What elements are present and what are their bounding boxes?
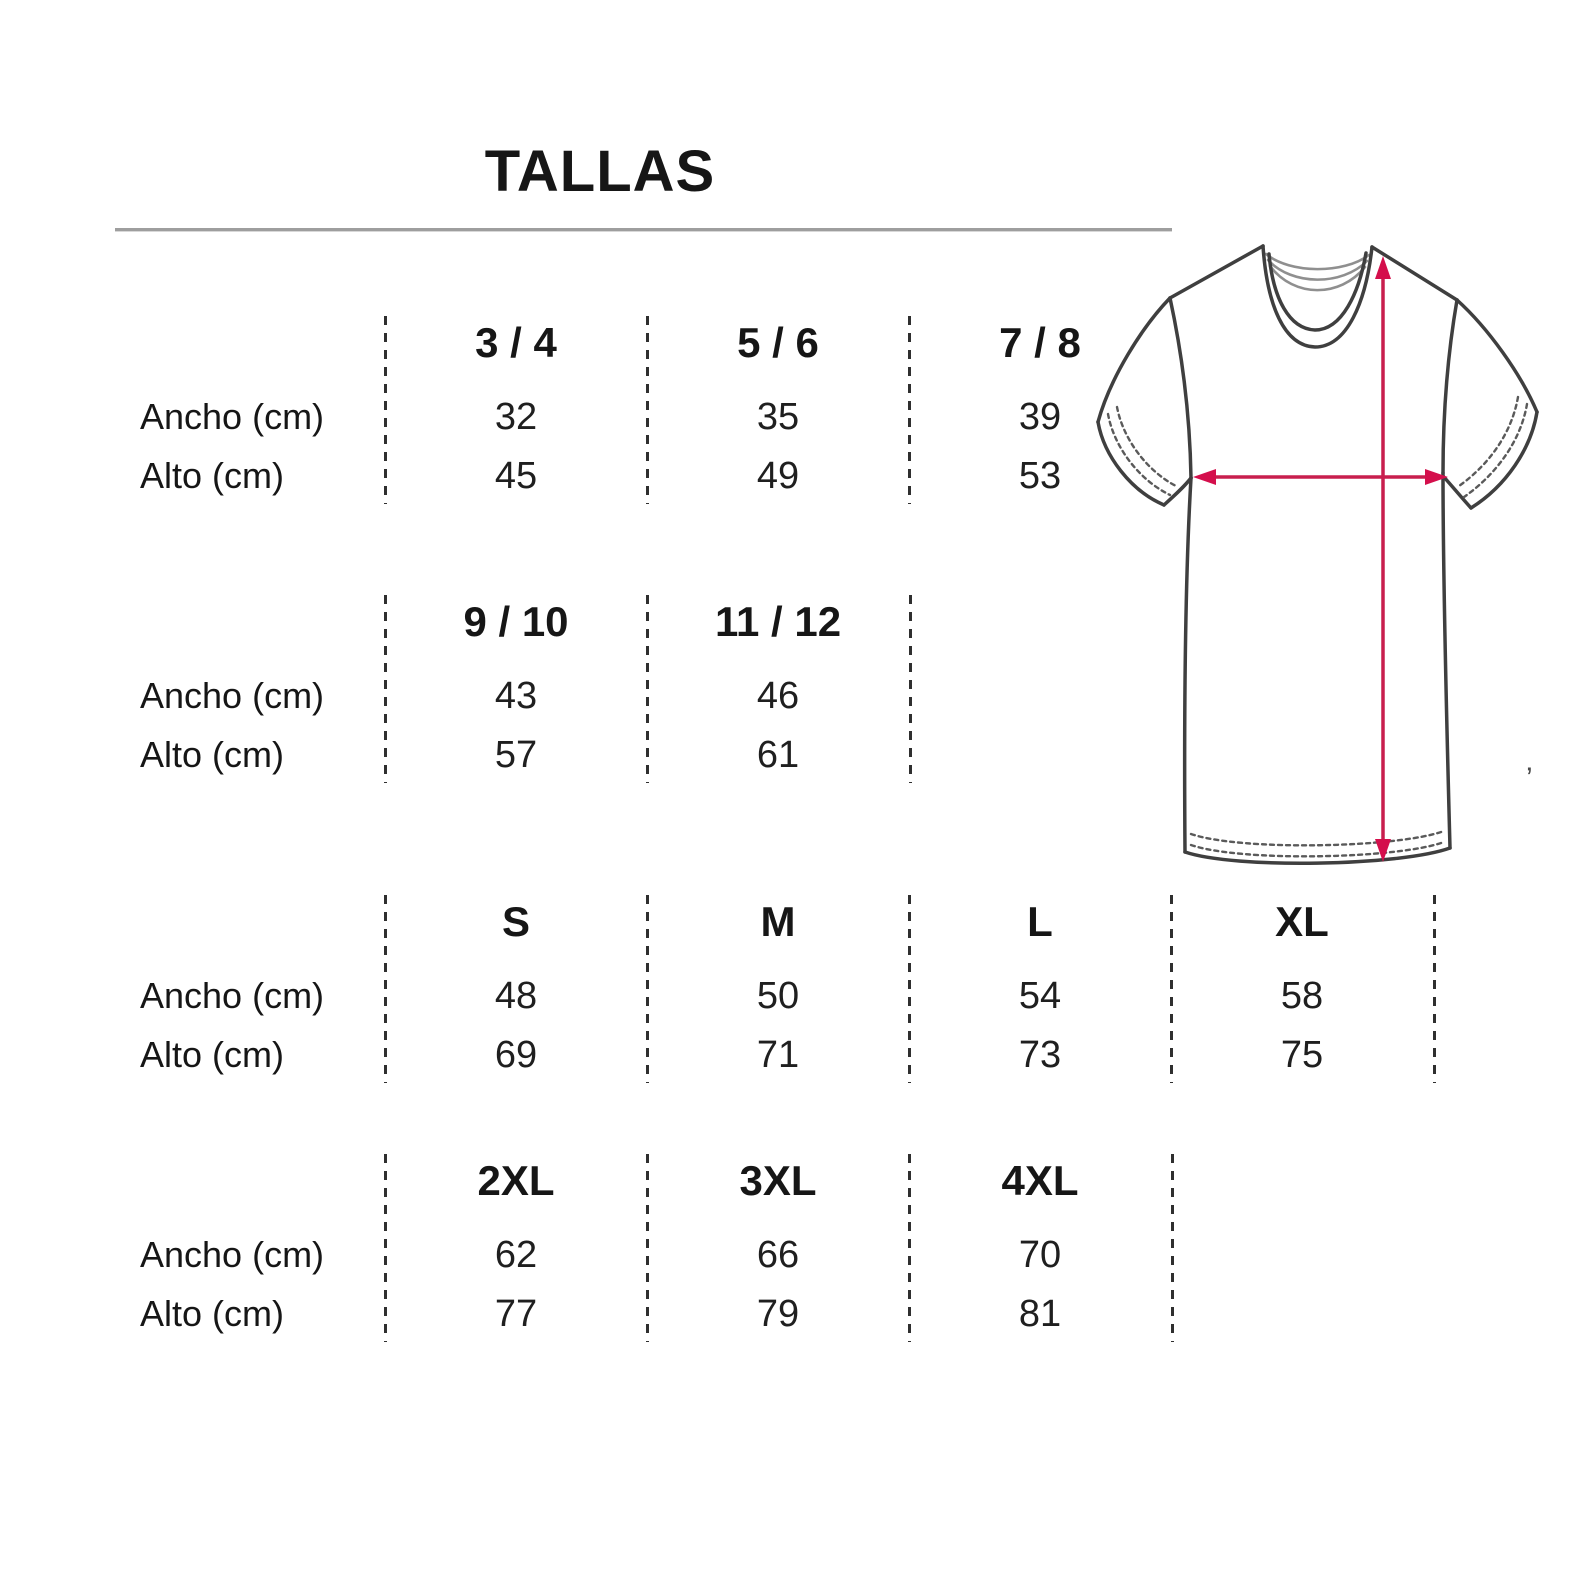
size-column xyxy=(909,895,1171,1083)
size-header: 9 / 10 xyxy=(463,598,569,645)
size-column xyxy=(385,316,647,504)
dashed-divider xyxy=(1171,1154,1174,1342)
stray-mark: ’ xyxy=(1526,762,1533,795)
dashed-divider xyxy=(908,895,911,1083)
size-header: 5 / 6 xyxy=(737,319,819,366)
row-labels xyxy=(140,895,385,1082)
ancho-value: 46 xyxy=(756,675,800,717)
alto-value: 79 xyxy=(756,1293,800,1335)
hem-stitching xyxy=(1191,831,1444,845)
dashed-divider xyxy=(1170,895,1173,1083)
size-header: 7 / 8 xyxy=(999,319,1081,366)
alto-value: 71 xyxy=(756,1034,800,1076)
row-labels xyxy=(140,1154,385,1341)
ancho-value: 35 xyxy=(756,396,800,438)
row-label-ancho: Ancho (cm) xyxy=(140,675,325,716)
row-label-ancho: Ancho (cm) xyxy=(140,975,325,1016)
size-column xyxy=(1171,895,1433,1083)
dashed-divider xyxy=(909,595,912,783)
size-header: XL xyxy=(1275,898,1329,945)
ancho-value: 39 xyxy=(1018,396,1062,438)
size-header: 4XL xyxy=(1001,1157,1079,1204)
dashed-divider xyxy=(646,1154,649,1342)
size-group-1 xyxy=(140,316,1171,504)
dashed-divider xyxy=(646,316,649,504)
size-column xyxy=(647,316,909,504)
row-label-alto: Alto (cm) xyxy=(140,455,284,496)
size-group-3 xyxy=(140,895,1436,1083)
collar-rib-line xyxy=(1266,254,1369,269)
row-label-ancho: Ancho (cm) xyxy=(140,396,325,437)
dashed-divider xyxy=(384,316,387,504)
size-column xyxy=(385,895,647,1083)
ancho-value: 32 xyxy=(494,396,538,438)
left-shoulder-seam xyxy=(1170,246,1263,298)
body-left-edge xyxy=(1185,478,1191,852)
alto-value: 73 xyxy=(1018,1034,1062,1076)
row-label-alto: Alto (cm) xyxy=(140,1293,284,1334)
size-column xyxy=(647,595,909,783)
height-arrow-up-head xyxy=(1375,256,1391,279)
width-arrow-left-head xyxy=(1193,469,1216,485)
page-title: TALLAS xyxy=(484,139,716,204)
size-header: S xyxy=(501,898,530,945)
size-column xyxy=(909,1154,1171,1342)
alto-value: 69 xyxy=(494,1034,538,1076)
title-divider xyxy=(115,228,1172,232)
hem-stitching xyxy=(1191,842,1444,856)
ancho-value: 66 xyxy=(756,1234,800,1276)
ancho-value: 43 xyxy=(494,675,538,717)
row-labels xyxy=(140,316,385,503)
dashed-divider xyxy=(384,595,387,783)
size-header: 11 / 12 xyxy=(714,598,842,645)
size-group-2 xyxy=(140,595,912,783)
tshirt-diagram xyxy=(1060,225,1580,905)
size-header: M xyxy=(760,898,796,945)
ancho-value: 48 xyxy=(494,975,538,1017)
right-sleeve-outer-edge xyxy=(1457,300,1537,412)
alto-value: 45 xyxy=(494,455,538,497)
ancho-value: 50 xyxy=(756,975,800,1017)
size-column xyxy=(385,1154,647,1342)
right-armhole-seam xyxy=(1443,300,1457,473)
dashed-divider xyxy=(384,895,387,1083)
alto-value: 53 xyxy=(1018,455,1062,497)
size-column xyxy=(647,1154,909,1342)
size-header: 3 / 4 xyxy=(475,319,557,366)
ancho-value: 54 xyxy=(1018,975,1062,1017)
size-group-4 xyxy=(140,1154,1174,1342)
alto-value: 81 xyxy=(1018,1293,1062,1335)
row-labels xyxy=(140,595,385,782)
left-sleeve-outer-edge xyxy=(1098,298,1170,422)
row-label-alto: Alto (cm) xyxy=(140,1034,284,1075)
body-right-edge xyxy=(1443,473,1450,848)
row-label-ancho: Ancho (cm) xyxy=(140,1234,325,1275)
alto-value: 75 xyxy=(1280,1034,1324,1076)
dashed-divider xyxy=(908,316,911,504)
dashed-divider xyxy=(646,595,649,783)
size-header: L xyxy=(1027,898,1053,945)
alto-value: 57 xyxy=(494,734,538,776)
dashed-divider xyxy=(1433,895,1436,1083)
left-armhole-seam xyxy=(1170,298,1191,478)
dashed-divider xyxy=(646,895,649,1083)
alto-value: 49 xyxy=(756,455,800,497)
alto-value: 77 xyxy=(494,1293,538,1335)
size-header: 2XL xyxy=(477,1157,555,1204)
left-cuff-stitching xyxy=(1117,407,1176,486)
size-column xyxy=(385,595,647,783)
dashed-divider xyxy=(908,1154,911,1342)
dashed-divider xyxy=(384,1154,387,1342)
size-column xyxy=(647,895,909,1083)
right-sleeve-cuff-edge xyxy=(1471,412,1537,508)
row-label-alto: Alto (cm) xyxy=(140,734,284,775)
ancho-value: 70 xyxy=(1018,1234,1062,1276)
ancho-value: 62 xyxy=(494,1234,538,1276)
size-header: 3XL xyxy=(739,1157,817,1204)
ancho-value: 58 xyxy=(1280,975,1324,1017)
alto-value: 61 xyxy=(756,734,800,776)
